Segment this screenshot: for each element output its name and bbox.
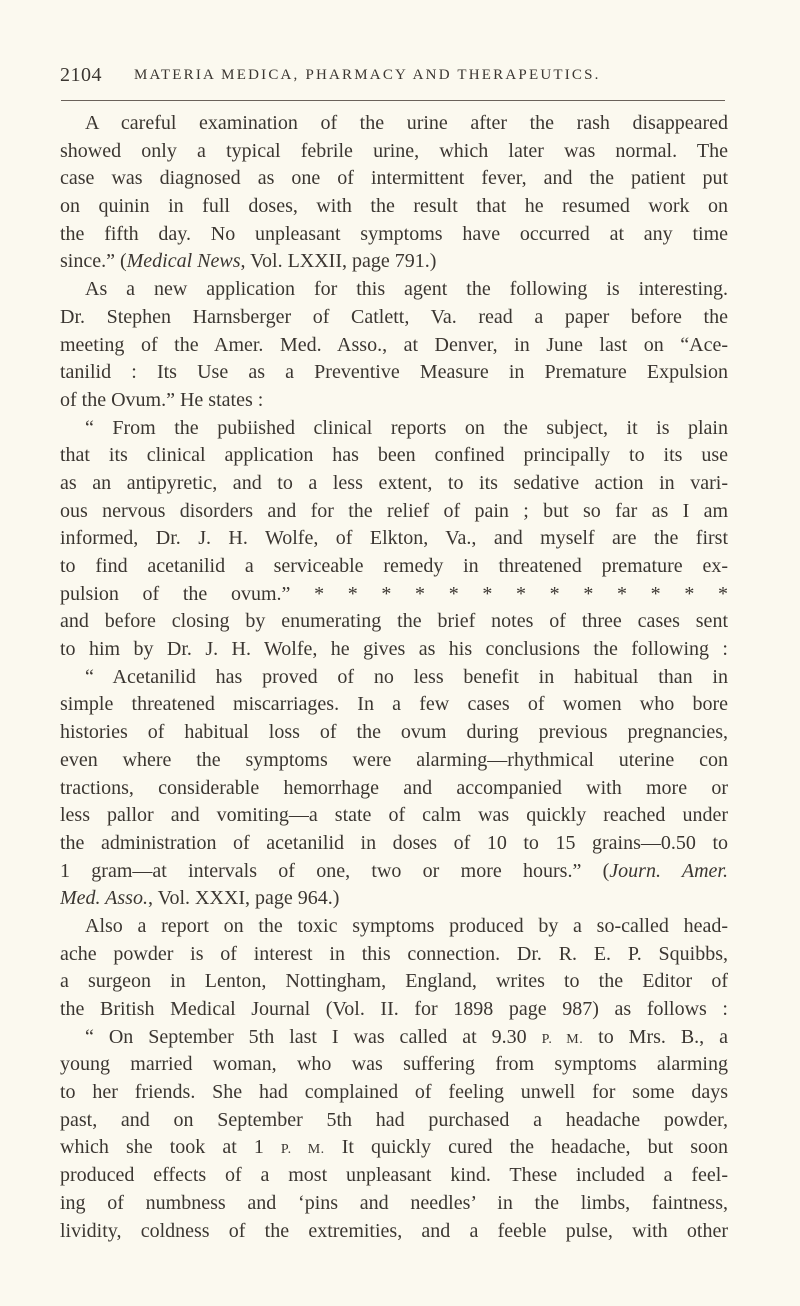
text-line: tractions, considerable hemorrhage and accompanied with more or (60, 776, 728, 799)
text-line: on quinin in full doses, with the result that he resumed work on (60, 195, 728, 218)
paragraph (60, 1024, 728, 1246)
text-line: ous nervous disorders and for the relief of pain ; but so far as I am (60, 499, 728, 522)
paragraph (60, 110, 728, 276)
text-line: produced effects of a most unpleasant kind. These included a feel- (60, 1164, 728, 1187)
small-caps-text: P. M. (280, 1142, 325, 1158)
text-line: ache powder is of interest in this connection. Dr. R. E. P. Squibbs, (60, 942, 728, 965)
text-line: tanilid : Its Use as a Preventive Measure in Premature Expulsion (60, 361, 728, 384)
text-line: A careful examination of the urine after the rash disappeared (85, 112, 728, 134)
text-line: simple threatened miscarriages. In a few cases of women who bore (60, 693, 728, 716)
text-line: the administration of acetanilid in doses of 10 to 15 grains—0.50 to (60, 831, 728, 854)
text-line: past, and on September 5th had purchased a headache powder, (60, 1108, 728, 1131)
text-line: and before closing by enumerating the brief notes of three cases sent (60, 610, 728, 633)
text-line: to find acetanilid a serviceable remedy in threatened premature ex- (60, 555, 728, 577)
text-line: of the Ovum.” He states : (60, 388, 264, 411)
small-caps-text: P. M. (541, 1031, 584, 1047)
italic-citation: Med. Asso. (60, 887, 148, 910)
text-line (60, 248, 728, 276)
text-line: as an antipyretic, and to a less extent, to its sedative action in vari- (60, 471, 728, 494)
text-line: “ Acetanilid has proved of no less benefit in habitual than in (85, 665, 728, 688)
text-segment: which she took at 1 (60, 1136, 281, 1159)
text-line: “ From the pubiished clinical reports on the subject, it is plain (85, 416, 728, 439)
paragraph (60, 415, 728, 609)
text-line: the British Medical Journal (Vol. II. for 1898 page 987) as follows : (60, 998, 728, 1020)
text-line: even where the symptoms were alarming—rhythmical uterine con (60, 748, 728, 771)
text-line (60, 858, 728, 886)
text-line: case was diagnosed as one of intermittent fever, and the patient put (60, 167, 728, 190)
text-segment: since.” ( (60, 250, 127, 273)
text-line: a surgeon in Lenton, Nottingham, England, writes to the Editor of (60, 970, 728, 993)
text-segment: , Vol. XXXI, page 964.) (147, 887, 340, 910)
text-line: that its clinical application has been confined principally to its use (60, 444, 728, 467)
text-line: informed, Dr. J. H. Wolfe, of Elkton, Va., and myself are the first (60, 527, 728, 550)
text-line: ing of numbness and ‘pins and needles’ in the limbs, faintness, (60, 1191, 728, 1214)
text-line: the fifth day. No unpleasant symptoms have occurred at any time (60, 222, 728, 245)
paragraph (60, 913, 728, 1024)
paragraph (60, 608, 728, 663)
text-line: young married woman, who was suffering from symptoms alarming (60, 1053, 728, 1076)
text-line: As a new application for this agent the following is interesting. (85, 278, 728, 301)
paragraph (60, 664, 728, 913)
text-line: histories of habitual loss of the ovum during previous pregnancies, (60, 721, 728, 744)
text-line (60, 885, 728, 913)
running-title: MATERIA MEDICA, PHARMACY AND THERAPEUTICS. (134, 67, 601, 83)
text-line: pulsion of the ovum.” * * * * * * * * * * * * * (60, 582, 728, 605)
text-segment: It quickly cured the headache, but soon (324, 1136, 728, 1159)
text-segment: 1 gram—at intervals of one, two or more hours.” ( (60, 859, 610, 882)
text-line: to him by Dr. J. H. Wolfe, he gives as his conclusions the following : (60, 638, 728, 661)
text-line: Dr. Stephen Harnsberger of Catlett, Va. read a paper before the (60, 305, 728, 328)
header-rule (61, 100, 725, 101)
text-segment: “ On September 5th last I was called at 9.30 (85, 1025, 542, 1048)
italic-citation: Medical News (126, 250, 241, 273)
page-number: 2104 (60, 64, 102, 86)
text-line (60, 1024, 728, 1052)
body-text (60, 110, 728, 1245)
text-line: showed only a typical febrile urine, which later was normal. The (60, 139, 728, 162)
paragraph (60, 276, 728, 414)
text-segment: to Mrs. B., a (583, 1025, 728, 1048)
text-line: less pallor and vomiting—a state of calm was quickly reached under (60, 804, 728, 827)
text-segment: , Vol. LXXII, page 791.) (240, 250, 437, 273)
italic-citation: Journ. Amer. (609, 859, 728, 882)
text-line (60, 1134, 728, 1162)
text-line: lividity, coldness of the extremities, and a feeble pulse, with other (60, 1219, 728, 1242)
text-line: Also a report on the toxic symptoms produced by a so-called head- (85, 914, 728, 937)
text-line: to her friends. She had complained of feeling unwell for some days (60, 1081, 728, 1104)
text-line: meeting of the Amer. Med. Asso., at Denver, in June last on “Ace- (60, 333, 728, 356)
